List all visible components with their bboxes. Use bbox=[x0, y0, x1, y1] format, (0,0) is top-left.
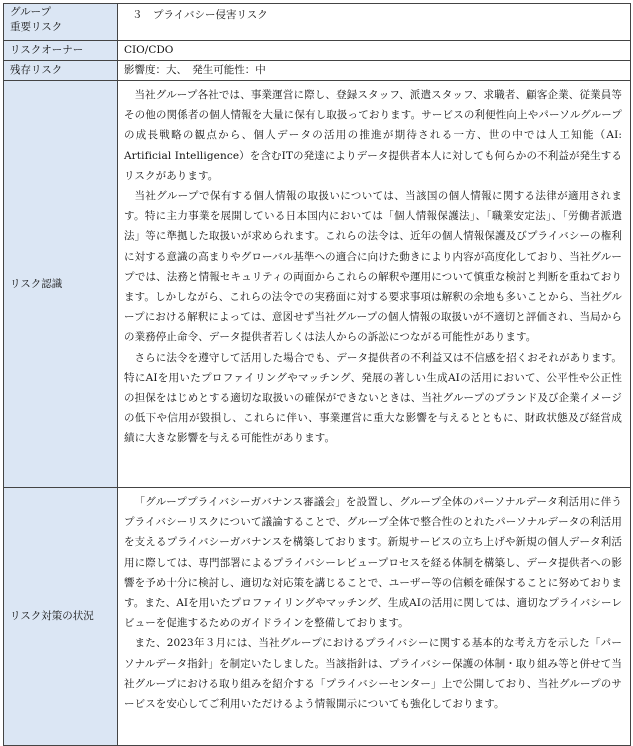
owner-value: CIO/CDO bbox=[118, 41, 631, 61]
row-owner bbox=[4, 41, 631, 61]
row-countermeasure bbox=[4, 488, 631, 746]
group-risk-label bbox=[4, 4, 118, 41]
residual-value: 影響度：大、 発生可能性：中 bbox=[118, 61, 631, 81]
countermeasure-body bbox=[118, 488, 631, 746]
countermeasure-paragraph: また、2023年３月には、当社グループにおけるプライバシーに関する基本的な考え方を示した「パーソナルデータ指針」を制定いたしました。当該指針は、プライバシー保護の体制・取り組み等と併せて当社グループにおける取り組みを紹介する「プライバシーセンター」上で公開しており、当社グループのサービスを安心してご利用いただけるよう情報開示についても強化しております。 bbox=[124, 637, 622, 711]
group-risk-label-line2: 重要リスク bbox=[10, 21, 63, 33]
countermeasure-paragraph: 「グループプライバシーガバナンス審議会」を設置し、グループ全体のパーソナルデータ利活用に伴うプライバシーリスクについて議論することで、グループ全体で整合性のとれたパーソナルデータの利活用を支えるプライバシーガバナンスを構築しております。新規サービスの立ち上げや新規の個人データ利活用に際しては、専門部署によるプライバシーレビュープロセスを経る体制を構築し、データ提供者への影響を予め十分に検討し、適切な対応策を講じることで、ユーザー等の信頼を確保することに努めております。また、AIを用いたプロファイリングやマッチング、生成AIの活用に関しては、適切なプライバシーレビューを促進するためのガイドラインを整備しております。 bbox=[124, 496, 622, 630]
group-risk-value-cell bbox=[118, 4, 631, 41]
residual-label: 残存リスク bbox=[4, 61, 118, 81]
recognition-paragraph: さらに法令を遵守して活用した場合でも、データ提供者の不利益又は不信感を招くおそれがあります。特にAIを用いたプロファイリングやマッチング、発展の著しい生成AIの活用において、公平性や公正性の担保をはじめとする適切な取扱いの確保ができないときは、当社グループのブランド及び企業イメージの低下や信用が毀損し、これらに伴い、事業運営に重大な影響を与えるとともに、財政状態及び経営成績に大きな影響を与える可能性があります。 bbox=[124, 351, 622, 445]
countermeasure-label: リスク対策の状況 bbox=[4, 488, 118, 746]
recognition-paragraph: 当社グループ各社では、事業運営に際し、登録スタッフ、派遣スタッフ、求職者、顧客企業、従業員等その他の関係者の個人情報を大量に保有し取扱っております。サービスの利便性向上やパーソルグループの成長戦略の観点から、個人データの活用の推進が期待される一方、世の中では人工知能（AI: Artificial Intelligence）を含むITの発達によりデータ提供者本人に対しても何らかの不利益が発生するリスクがあります。 bbox=[124, 89, 622, 182]
row-recognition bbox=[4, 81, 631, 488]
row-residual bbox=[4, 61, 631, 81]
group-risk-title: ３ プライバシー侵害リスク bbox=[132, 9, 268, 21]
recognition-body bbox=[118, 81, 631, 488]
risk-table bbox=[3, 3, 631, 746]
recognition-label: リスク認識 bbox=[4, 81, 118, 488]
risk-document bbox=[3, 3, 630, 746]
owner-label: リスクオーナー bbox=[4, 41, 118, 61]
group-risk-label-line1: グループ bbox=[10, 6, 52, 18]
recognition-paragraph: 当社グループで保有する個人情報の取扱いについては、当該国の個人情報に関する法律が適用されます。特に主力事業を展開している日本国内においては「個人情報保護法」、「職業安定法」、「労働者派遣法」等に準拠した取扱いが求められます。これらの法令は、近年の個人情報保護及びプライバシーの権利に対する意識の高まりやグローバル基準への適合に向けた動きにより内容が高度化しており、当社グループでは、法務と情報セキュリティの両面からこれらの解釈や運用について慎重な検討と判断を重ねております。しかしながら、これらの法令での実務面に対する要求事項は解釈の余地も多いことから、当社グループにおける解釈によっては、意図せず当社グループの個人情報の取扱いが不適切と評価され、当局からの業務停止命令、データ提供者若しくは法人からの訴訟につながる可能性があります。 bbox=[124, 190, 622, 344]
row-group-risk bbox=[4, 4, 631, 41]
